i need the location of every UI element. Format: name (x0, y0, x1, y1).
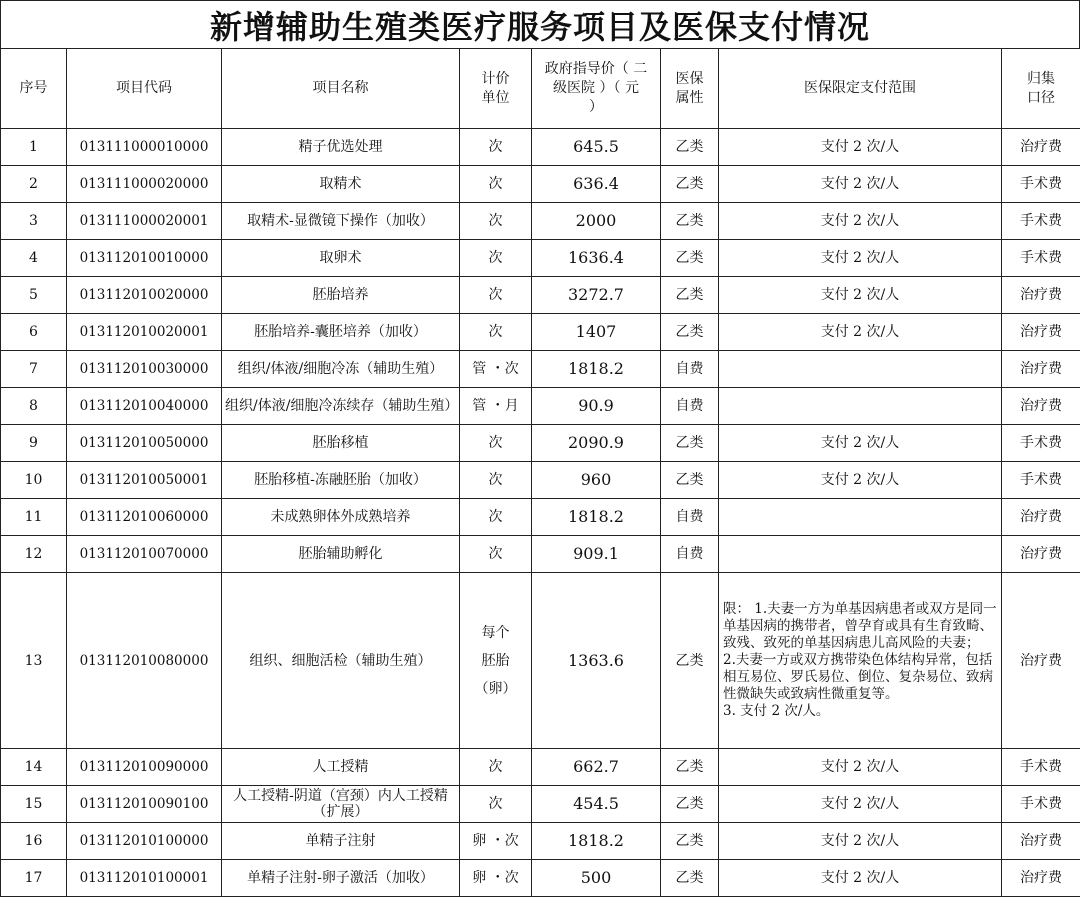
table-row (1, 240, 1080, 277)
cell-seq: 13 (1, 573, 67, 749)
cell-unit: 次 (460, 786, 532, 823)
cell-seq: 7 (1, 351, 67, 388)
cell-seq: 6 (1, 314, 67, 351)
header-price (532, 49, 661, 129)
cell-price: 2090.9 (532, 425, 661, 462)
cell-scope (719, 573, 1002, 749)
cell-price: 1818.2 (532, 823, 661, 860)
cell-seq: 5 (1, 277, 67, 314)
table-row (1, 573, 1080, 749)
cell-category: 治疗费 (1002, 388, 1080, 425)
header-scope: 医保限定支付范围 (719, 49, 1002, 129)
table-row (1, 749, 1080, 786)
cell-code: 013112010020001 (67, 314, 222, 351)
cell-attr: 乙类 (661, 860, 719, 897)
cell-scope: 支付 2 次/人 (719, 203, 1002, 240)
cell-unit: 管 ・次 (460, 351, 532, 388)
cell-price: 2000 (532, 203, 661, 240)
header-price-line1: 政府指导价（ 二 (544, 61, 648, 77)
cell-seq: 16 (1, 823, 67, 860)
cell-name: 胚胎辅助孵化 (222, 536, 460, 573)
cell-attr: 乙类 (661, 129, 719, 166)
header-unit (460, 49, 532, 129)
cell-category: 治疗费 (1002, 351, 1080, 388)
cell-attr: 自费 (661, 536, 719, 573)
cell-code: 013112010100001 (67, 860, 222, 897)
table-row (1, 277, 1080, 314)
cell-code: 013112010010000 (67, 240, 222, 277)
table-row (1, 786, 1080, 823)
cell-unit: 次 (460, 425, 532, 462)
cell-category: 手术费 (1002, 166, 1080, 203)
cell-name: 胚胎培养-囊胚培养（加收） (222, 314, 460, 351)
table-row (1, 351, 1080, 388)
table-row (1, 860, 1080, 897)
cell-code: 013111000010000 (67, 129, 222, 166)
cell-name: 人工授精-阴道（宫颈）内人工授精（扩展） (222, 786, 460, 823)
scope-line-3: 3. 支付 2 次/人。 (723, 703, 830, 719)
cell-price: 3272.7 (532, 277, 661, 314)
cell-name: 胚胎移植 (222, 425, 460, 462)
cell-scope: 支付 2 次/人 (719, 749, 1002, 786)
cell-scope: 支付 2 次/人 (719, 166, 1002, 203)
cell-code: 013112010070000 (67, 536, 222, 573)
cell-name: 人工授精 (222, 749, 460, 786)
cell-category: 治疗费 (1002, 573, 1080, 749)
cell-name: 未成熟卵体外成熟培养 (222, 499, 460, 536)
cell-unit-line2: 胚胎 (481, 652, 510, 669)
cell-unit: 次 (460, 536, 532, 573)
cell-category: 手术费 (1002, 425, 1080, 462)
cell-seq: 8 (1, 388, 67, 425)
table-row (1, 388, 1080, 425)
cell-unit: 卵 ・次 (460, 860, 532, 897)
cell-attr: 自费 (661, 388, 719, 425)
cell-attr: 乙类 (661, 277, 719, 314)
cell-category: 手术费 (1002, 203, 1080, 240)
cell-unit: 管 ・月 (460, 388, 532, 425)
header-category-line1: 归集 (1027, 70, 1055, 87)
cell-name: 胚胎移植-冻融胚胎（加收） (222, 462, 460, 499)
cell-attr: 乙类 (661, 240, 719, 277)
cell-name: 胚胎培养 (222, 277, 460, 314)
cell-category: 手术费 (1002, 462, 1080, 499)
cell-unit: 次 (460, 277, 532, 314)
cell-name: 取精术 (222, 166, 460, 203)
cell-scope: 支付 2 次/人 (719, 425, 1002, 462)
cell-attr: 乙类 (661, 749, 719, 786)
cell-seq: 17 (1, 860, 67, 897)
cell-code: 013112010060000 (67, 499, 222, 536)
cell-unit (460, 573, 532, 749)
table-row (1, 462, 1080, 499)
cell-category: 治疗费 (1002, 536, 1080, 573)
table-row (1, 166, 1080, 203)
cell-attr: 乙类 (661, 786, 719, 823)
cell-name: 组织/体液/细胞冷冻（辅助生殖） (222, 351, 460, 388)
cell-seq: 1 (1, 129, 67, 166)
cell-price: 909.1 (532, 536, 661, 573)
cell-attr: 自费 (661, 499, 719, 536)
cell-code: 013112010090000 (67, 749, 222, 786)
cell-attr: 乙类 (661, 823, 719, 860)
cell-category: 治疗费 (1002, 860, 1080, 897)
header-price-line2: 级医院 ）（ 元 (553, 80, 639, 96)
cell-code: 013112010020000 (67, 277, 222, 314)
cell-name: 组织/体液/细胞冷冻续存（辅助生殖） (222, 388, 460, 425)
cell-price: 636.4 (532, 166, 661, 203)
cell-seq: 9 (1, 425, 67, 462)
cell-code: 013112010050000 (67, 425, 222, 462)
cell-scope: 支付 2 次/人 (719, 129, 1002, 166)
header-code: 项目代码 (67, 49, 222, 129)
cell-name: 组织、细胞活检（辅助生殖） (222, 573, 460, 749)
cell-unit: 次 (460, 166, 532, 203)
cell-attr: 乙类 (661, 203, 719, 240)
cell-unit: 次 (460, 462, 532, 499)
table-header-row (1, 49, 1080, 129)
header-unit-line2: 单位 (481, 89, 510, 106)
table-row (1, 823, 1080, 860)
cell-scope: 支付 2 次/人 (719, 786, 1002, 823)
cell-code: 013112010050001 (67, 462, 222, 499)
cell-unit-line1: 每个 (481, 624, 510, 641)
table-row (1, 536, 1080, 573)
cell-unit: 次 (460, 129, 532, 166)
cell-scope: 支付 2 次/人 (719, 240, 1002, 277)
cell-scope: 支付 2 次/人 (719, 462, 1002, 499)
cell-category: 治疗费 (1002, 314, 1080, 351)
cell-unit: 次 (460, 499, 532, 536)
header-price-line3: ） (589, 99, 603, 115)
cell-price: 645.5 (532, 129, 661, 166)
service-items-table (0, 48, 1080, 897)
cell-price: 1818.2 (532, 499, 661, 536)
cell-scope: 支付 2 次/人 (719, 314, 1002, 351)
cell-code: 013112010080000 (67, 573, 222, 749)
cell-price: 454.5 (532, 786, 661, 823)
cell-scope (719, 499, 1002, 536)
cell-scope: 支付 2 次/人 (719, 277, 1002, 314)
cell-code: 013112010040000 (67, 388, 222, 425)
cell-name: 取精术-显微镜下操作（加收） (222, 203, 460, 240)
cell-seq: 2 (1, 166, 67, 203)
header-attr-line2: 属性 (675, 89, 704, 106)
cell-price: 1818.2 (532, 351, 661, 388)
cell-price: 662.7 (532, 749, 661, 786)
cell-price: 1636.4 (532, 240, 661, 277)
header-attr (661, 49, 719, 129)
cell-name: 取卵术 (222, 240, 460, 277)
cell-code: 013111000020001 (67, 203, 222, 240)
cell-category: 治疗费 (1002, 277, 1080, 314)
header-name: 项目名称 (222, 49, 460, 129)
table-row (1, 499, 1080, 536)
cell-name: 精子优选处理 (222, 129, 460, 166)
header-category (1002, 49, 1080, 129)
cell-name: 单精子注射-卵子激活（加收） (222, 860, 460, 897)
cell-scope (719, 388, 1002, 425)
table-row (1, 314, 1080, 351)
cell-attr: 乙类 (661, 425, 719, 462)
table-row (1, 203, 1080, 240)
document-title: 新增辅助生殖类医疗服务项目及医保支付情况 (0, 0, 1080, 48)
header-seq: 序号 (1, 49, 67, 129)
table-row (1, 425, 1080, 462)
cell-scope: 支付 2 次/人 (719, 860, 1002, 897)
cell-price: 1407 (532, 314, 661, 351)
cell-category: 治疗费 (1002, 823, 1080, 860)
cell-scope (719, 351, 1002, 388)
cell-seq: 3 (1, 203, 67, 240)
cell-attr: 乙类 (661, 573, 719, 749)
cell-unit-line3: （卵） (474, 680, 517, 697)
cell-seq: 10 (1, 462, 67, 499)
cell-unit: 次 (460, 240, 532, 277)
cell-scope (719, 536, 1002, 573)
cell-seq: 12 (1, 536, 67, 573)
cell-attr: 乙类 (661, 314, 719, 351)
cell-price: 500 (532, 860, 661, 897)
cell-attr: 自费 (661, 351, 719, 388)
table-row (1, 129, 1080, 166)
cell-price: 90.9 (532, 388, 661, 425)
cell-category: 手术费 (1002, 749, 1080, 786)
header-unit-line1: 计价 (481, 70, 510, 87)
header-attr-line1: 医保 (675, 70, 704, 87)
cell-category: 治疗费 (1002, 499, 1080, 536)
cell-unit: 卵 ・次 (460, 823, 532, 860)
cell-scope: 支付 2 次/人 (719, 823, 1002, 860)
cell-attr: 乙类 (661, 462, 719, 499)
cell-price: 960 (532, 462, 661, 499)
cell-seq: 4 (1, 240, 67, 277)
cell-unit: 次 (460, 314, 532, 351)
cell-code: 013112010090100 (67, 786, 222, 823)
cell-code: 013111000020000 (67, 166, 222, 203)
cell-unit: 次 (460, 203, 532, 240)
header-category-line2: 口径 (1027, 89, 1055, 106)
cell-code: 013112010030000 (67, 351, 222, 388)
cell-category: 手术费 (1002, 786, 1080, 823)
scope-line-1: 限： 1.夫妻一方为单基因病患者或双方是同一单基因病的携带者，曾孕育或具有生育致畸、致残、致死的单基因病患儿高风险的夫妻； (723, 601, 997, 651)
cell-price: 1363.6 (532, 573, 661, 749)
cell-attr: 乙类 (661, 166, 719, 203)
cell-category: 治疗费 (1002, 129, 1080, 166)
scope-line-2: 2.夫妻一方或双方携带染色体结构异常，包括相互易位、罗氏易位、倒位、复杂易位、致病性微缺失或致病性微重复等。 (723, 652, 993, 702)
cell-code: 013112010100000 (67, 823, 222, 860)
cell-seq: 14 (1, 749, 67, 786)
cell-category: 手术费 (1002, 240, 1080, 277)
cell-seq: 15 (1, 786, 67, 823)
cell-seq: 11 (1, 499, 67, 536)
cell-unit: 次 (460, 749, 532, 786)
cell-name: 单精子注射 (222, 823, 460, 860)
